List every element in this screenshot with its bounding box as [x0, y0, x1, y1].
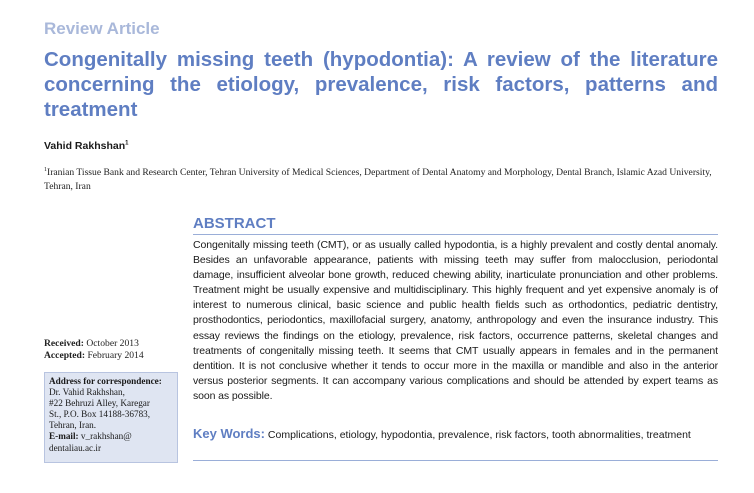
accepted-line — [44, 350, 144, 362]
keywords-text: Complications, etiology, hypodontia, prevalence, risk factors, tooth abnormalities, treatment — [267, 429, 691, 441]
affiliation-mark: 1 — [44, 167, 47, 173]
keywords-label: Key Words: — [193, 426, 265, 441]
email-value[interactable]: v_rakhshan@ dentaliau.ac.ir — [49, 431, 132, 453]
correspondence-line: Tehran, Iran. — [49, 420, 97, 431]
abstract-divider — [193, 234, 718, 235]
affiliation-text: Iranian Tissue Bank and Research Center, Tehran University of Medical Sciences, Department of Dental Anatomy and Morphology, Dental Branch, Islamic Azad University, Tehran, Iran — [44, 167, 712, 193]
author-name: Vahid Rakhshan — [44, 140, 126, 152]
dates-block — [44, 338, 144, 362]
accepted-label: Accepted: — [44, 350, 86, 361]
author-affil-mark: 1 — [125, 140, 129, 147]
accepted-value: February 2014 — [87, 350, 144, 361]
received-label: Received: — [44, 338, 84, 349]
abstract-heading: ABSTRACT — [193, 215, 276, 232]
keywords — [193, 426, 718, 444]
correspondence-line: Dr. Vahid Rakhshan, — [49, 387, 125, 398]
correspondence-box — [44, 372, 178, 463]
received-line — [44, 338, 144, 350]
correspondence-line: St., P.O. Box 14188-36783, — [49, 409, 151, 420]
bottom-divider — [193, 460, 718, 461]
email-label: E-mail: — [49, 431, 79, 442]
correspondence-title: Address for correspondence: — [49, 376, 162, 386]
article-title: Congenitally missing teeth (hypodontia): A review of the literature concerning the etiology, prevalence, risk factors, patterns and treatment — [44, 48, 718, 121]
affiliation — [44, 163, 724, 194]
article-type-label: Review Article — [44, 19, 160, 38]
received-value: October 2013 — [86, 338, 139, 349]
correspondence-line: #22 Behruzi Alley, Karegar — [49, 398, 150, 409]
abstract-body: Congenitally missing teeth (CMT), or as usually called hypodontia, is a highly prevalent and costly dental anomaly. Besides an unfavorable appearance, patients with missing teeth may suffer from malocclusion, periodontal damage, insufficient alveolar bone growth, reduced chewing ability, inarticulate pronunciation and other problems. Treatment might be usually expensive and multidisciplinary. This highly frequent and yet expensive anomaly is of interest to numerous clinical, basic science and public health fields such as orthodontics, pediatric dentistry, prosthodontics, periodontics, maxillofacial surgery, anatomy, anthropology and even the insurance industry. This essay reviews the findings on the etiology, prevalence, risk factors, occurrence patterns, skeletal changes and treatments of congenitally missing teeth. It seems that CMT usually appears in females and in the permanent dentition. It is not conclusive whether it tends to occur more in the maxilla or mandible and also in the anterior versus posterior segments. It can accompany various complications and should be attended by expert teams as soon as possible. — [193, 239, 718, 402]
correspondence-email — [49, 431, 173, 453]
author-line — [44, 140, 128, 152]
